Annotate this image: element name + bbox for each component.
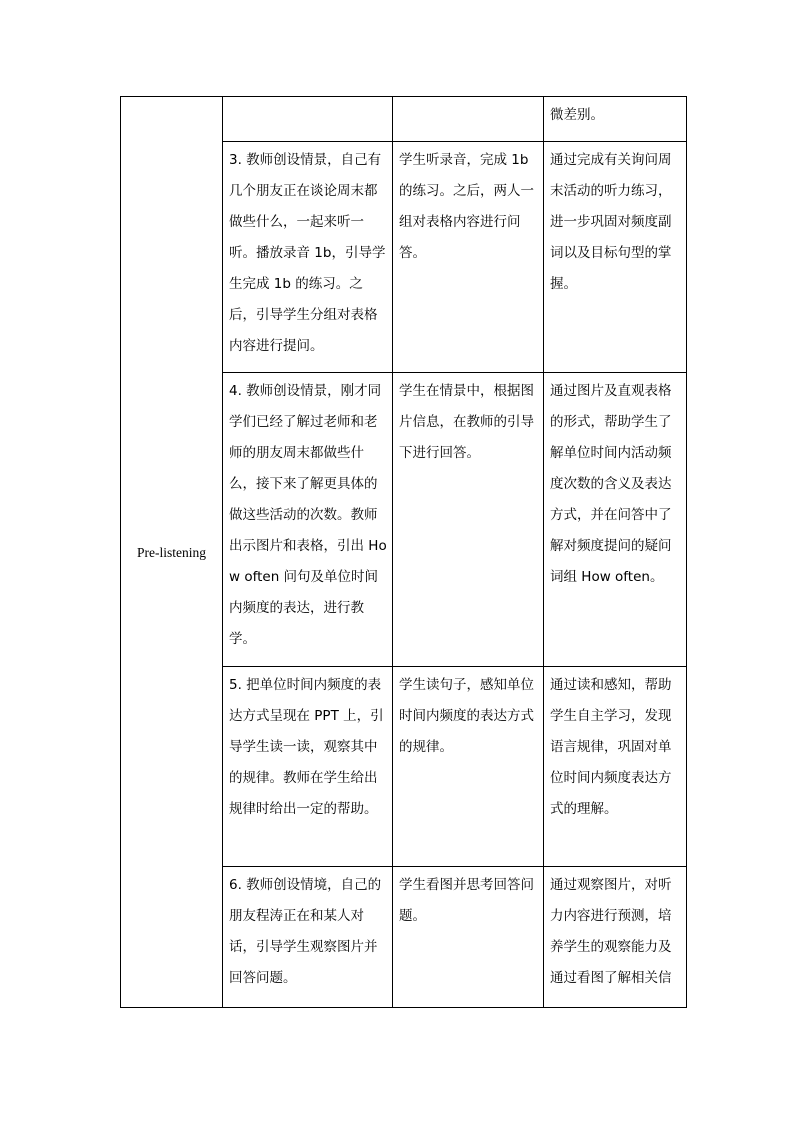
purpose-cell bbox=[544, 867, 687, 1008]
purpose-text: 通过观察图片，对听力内容进行预测，培养学生的观察能力及通过看图了解相关信 bbox=[550, 877, 672, 986]
teacher-activity-cell bbox=[223, 667, 393, 867]
student-activity-cell bbox=[393, 142, 544, 373]
student-activity-text: 学生听录音，完成 1b 的练习。之后，两人一组对表格内容进行问答。 bbox=[399, 152, 534, 261]
student-activity-text: 学生看图并思考回答问题。 bbox=[399, 877, 534, 924]
table-row bbox=[121, 97, 687, 142]
teacher-activity-text: 6. 教师创设情境，自己的朋友程涛正在和某人对话，引导学生观察图片并回答问题。 bbox=[229, 877, 382, 986]
purpose-text: 通过完成有关询问周末活动的听力练习，进一步巩固对频度副词以及目标句型的掌握。 bbox=[550, 152, 672, 292]
student-activity-cell bbox=[393, 667, 544, 867]
student-activity-text: 学生在情景中，根据图片信息，在教师的引导下进行回答。 bbox=[399, 383, 534, 461]
purpose-cell bbox=[544, 142, 687, 373]
student-activity-text: 学生读句子，感知单位时间内频度的表达方式的规律。 bbox=[399, 677, 534, 755]
teacher-activity-text: 4. 教师创设情景，刚才同学们已经了解过老师和老师的朋友周末都做些什么，接下来了解更具体的做这些活动的次数。教师出示图片和表格，引出 How often 问句及单位时间内频度的表达，进行教学。 bbox=[229, 383, 387, 647]
purpose-cell bbox=[544, 97, 687, 142]
teacher-activity-text: 3. 教师创设情景，自己有几个朋友正在谈论周末都做些什么，一起来听一听。播放录音 1b，引导学生完成 1b 的练习。之后，引导学生分组对表格内容进行提问。 bbox=[229, 152, 386, 354]
stage-cell bbox=[121, 97, 223, 1008]
student-activity-cell bbox=[393, 867, 544, 1008]
purpose-text: 微差别。 bbox=[550, 107, 604, 123]
student-activity-cell bbox=[393, 373, 544, 667]
teacher-activity-text: 5. 把单位时间内频度的表达方式呈现在 PPT 上，引导学生读一读，观察其中的规律。教师在学生给出规律时给出一定的帮助。 bbox=[229, 677, 384, 817]
purpose-cell bbox=[544, 373, 687, 667]
teacher-activity-cell bbox=[223, 867, 393, 1008]
lesson-plan-table bbox=[120, 96, 687, 1008]
teacher-activity-cell bbox=[223, 142, 393, 373]
purpose-text: 通过图片及直观表格的形式，帮助学生了解单位时间内活动频度次数的含义及表达方式，并在问答中了解对频度提问的疑问词组 How often。 bbox=[550, 383, 672, 585]
stage-label: Pre-listening bbox=[137, 544, 206, 560]
student-activity-cell bbox=[393, 97, 544, 142]
purpose-cell bbox=[544, 667, 687, 867]
teacher-activity-cell bbox=[223, 373, 393, 667]
teacher-activity-cell bbox=[223, 97, 393, 142]
purpose-text: 通过读和感知，帮助学生自主学习，发现语言规律，巩固对单位时间内频度表达方式的理解。 bbox=[550, 677, 672, 817]
